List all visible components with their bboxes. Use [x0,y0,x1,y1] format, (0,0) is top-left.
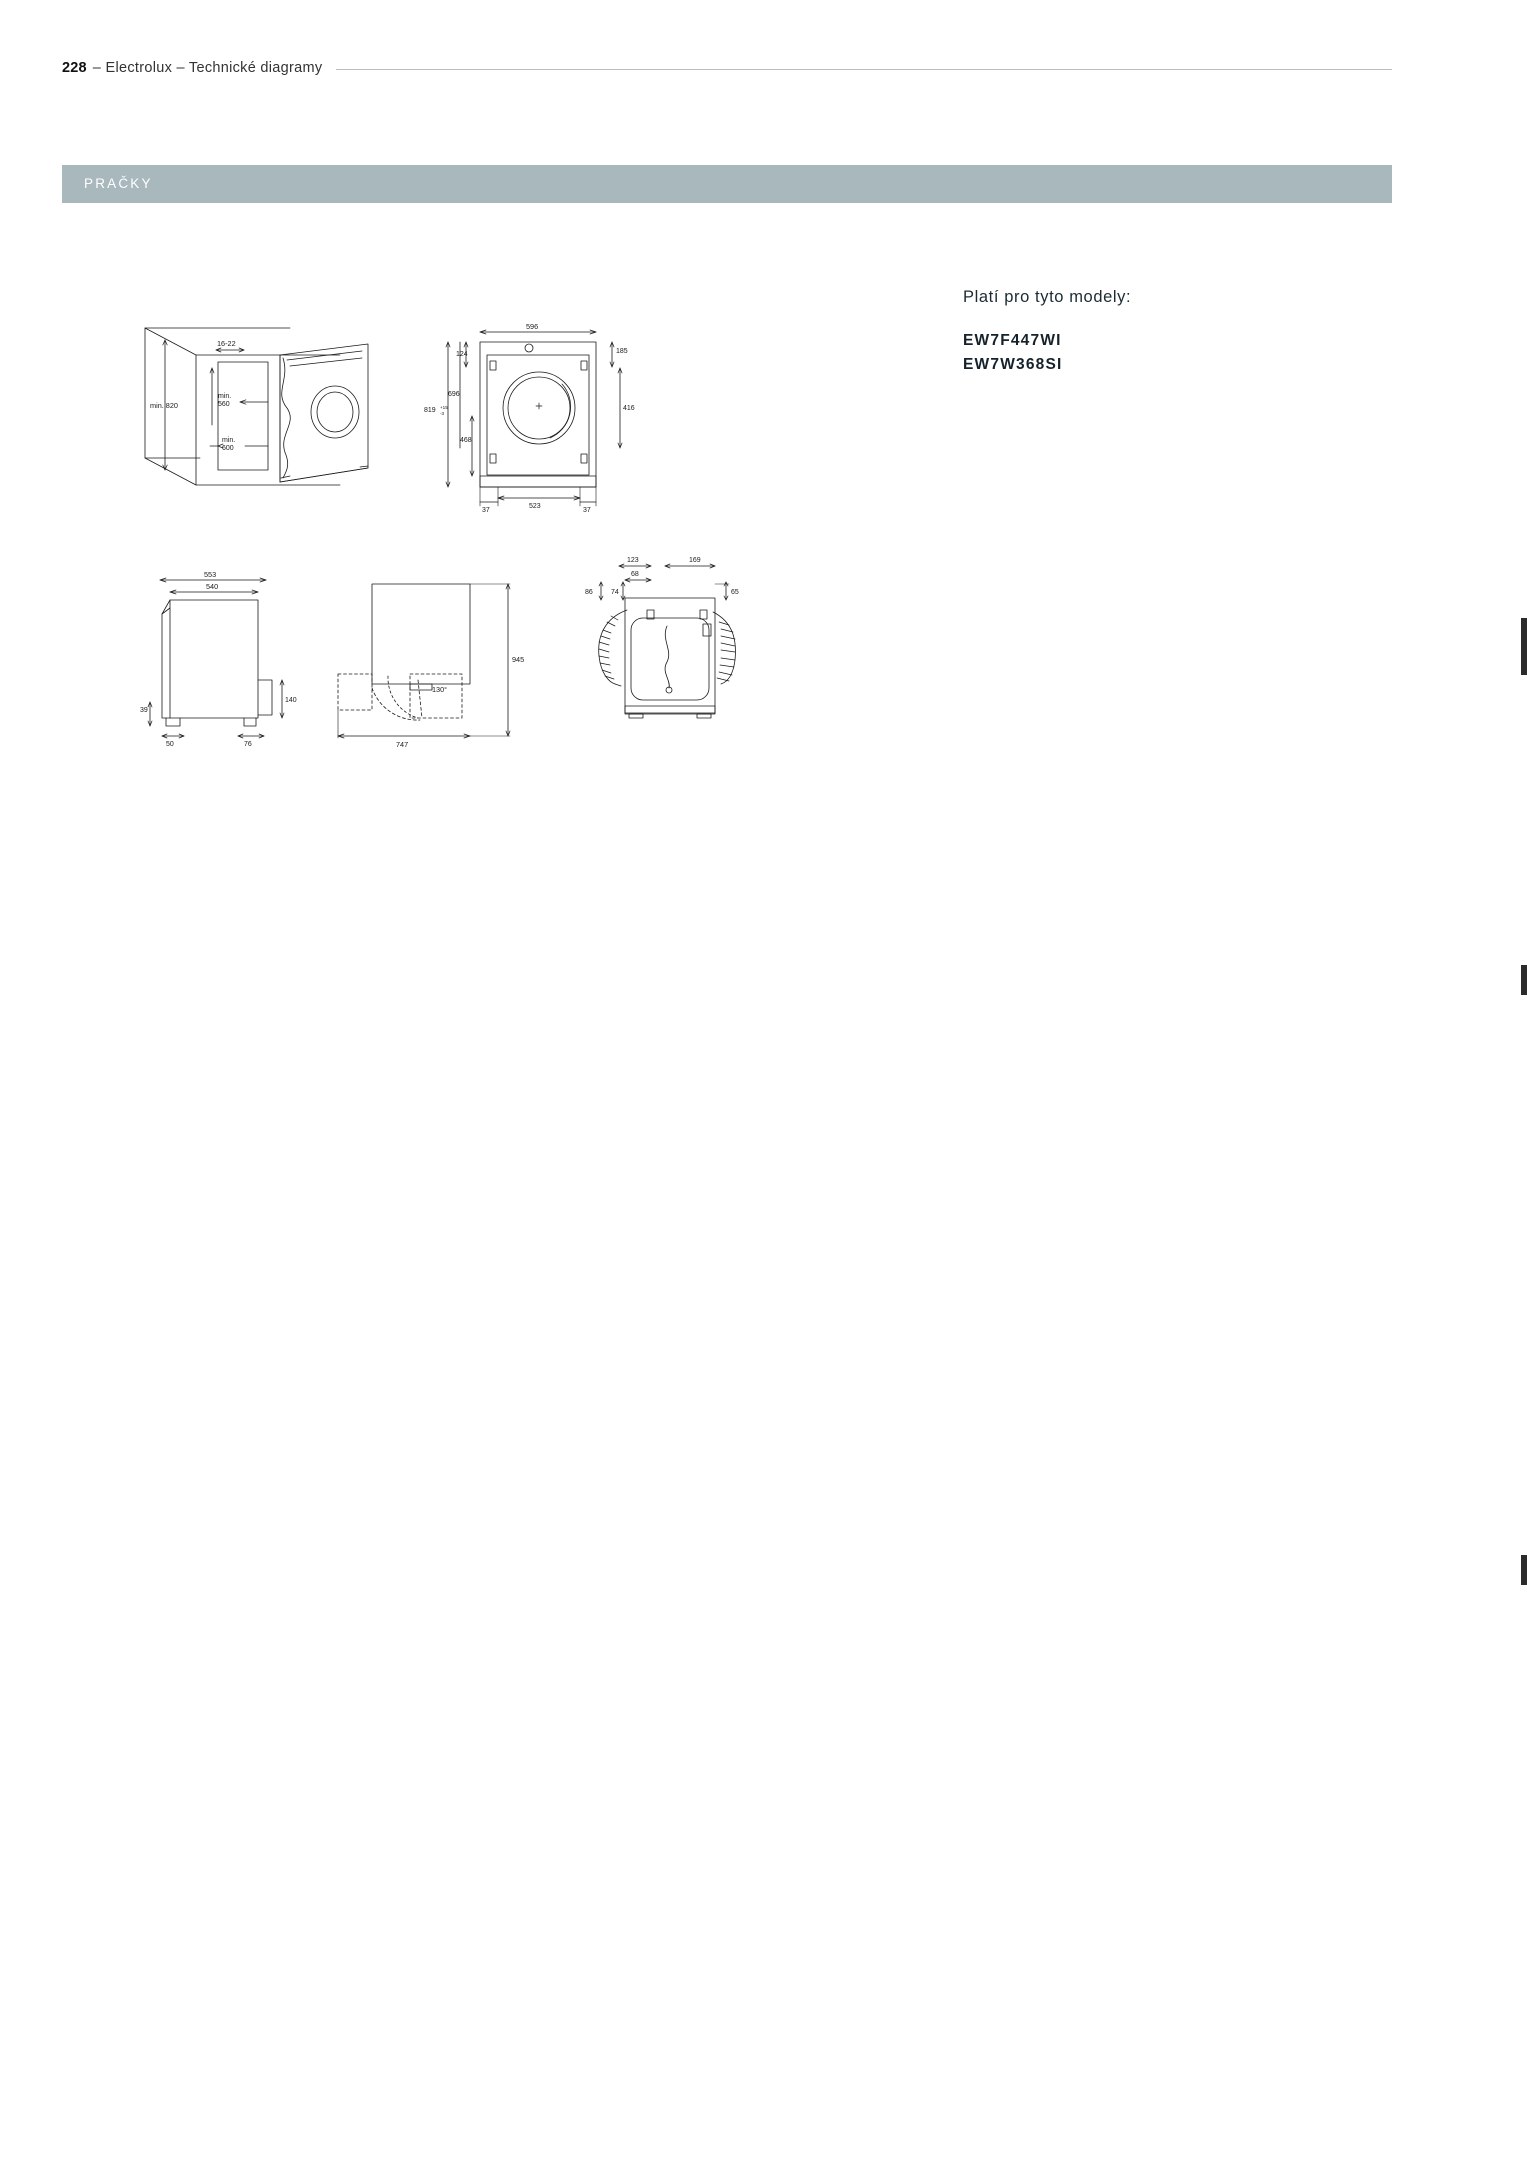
svg-text:124: 124 [456,351,468,358]
diagram-front-view [424,322,635,514]
svg-text:min.: min. [222,437,236,444]
svg-text:747: 747 [396,740,409,749]
svg-text:560: 560 [218,401,230,408]
crop-mark [1521,645,1527,675]
applicable-models [963,288,1323,377]
page-number: 228 [62,60,87,76]
svg-text:596: 596 [526,322,539,331]
page-header [62,58,1392,78]
section-bar [62,165,1392,203]
svg-text:65: 65 [731,589,739,596]
crop-mark [1521,1555,1527,1585]
diagram-door-open [338,584,524,749]
svg-text:16-22: 16-22 [217,339,236,348]
technical-drawings [140,320,960,850]
section-bar-label: PRAČKY [84,176,153,191]
svg-text:553: 553 [204,570,217,579]
svg-text:37: 37 [482,507,490,514]
svg-text:468: 468 [460,437,472,444]
svg-text:-3: -3 [440,411,445,416]
svg-text:169: 169 [689,557,701,564]
header-divider [336,69,1392,70]
svg-text:+15: +15 [440,405,448,410]
svg-text:416: 416 [623,405,635,412]
svg-text:130°: 130° [432,685,448,694]
technical-drawings-svg [140,320,960,850]
svg-text:140: 140 [285,697,297,704]
svg-text:523: 523 [529,503,541,510]
svg-text:50: 50 [166,741,174,748]
svg-text:540: 540 [206,582,219,591]
model-item: EW7F447WI [963,332,1062,349]
svg-text:696: 696 [448,391,460,398]
svg-text:min.: min. [218,393,232,400]
svg-text:819: 819 [424,407,436,414]
svg-text:86: 86 [585,589,593,596]
svg-text:39: 39 [140,707,148,714]
svg-text:37: 37 [583,507,591,514]
svg-text:600: 600 [222,445,234,452]
svg-text:min. 820: min. 820 [150,401,178,410]
diagram-side-view [140,570,297,748]
applicable-models-title: Platí pro tyto modely: [963,288,1132,306]
crop-mark [1521,965,1527,995]
crop-mark [1521,618,1527,648]
svg-text:945: 945 [512,655,525,664]
header-title: – Electrolux – Technické diagramy [92,60,323,76]
diagram-hoses [585,557,739,718]
model-item: EW7W368SI [963,356,1063,374]
diagram-niche [145,328,368,485]
svg-text:68: 68 [631,571,639,578]
svg-text:185: 185 [616,348,628,355]
svg-text:76: 76 [244,741,252,748]
svg-text:74: 74 [611,589,619,596]
svg-text:123: 123 [627,557,639,564]
